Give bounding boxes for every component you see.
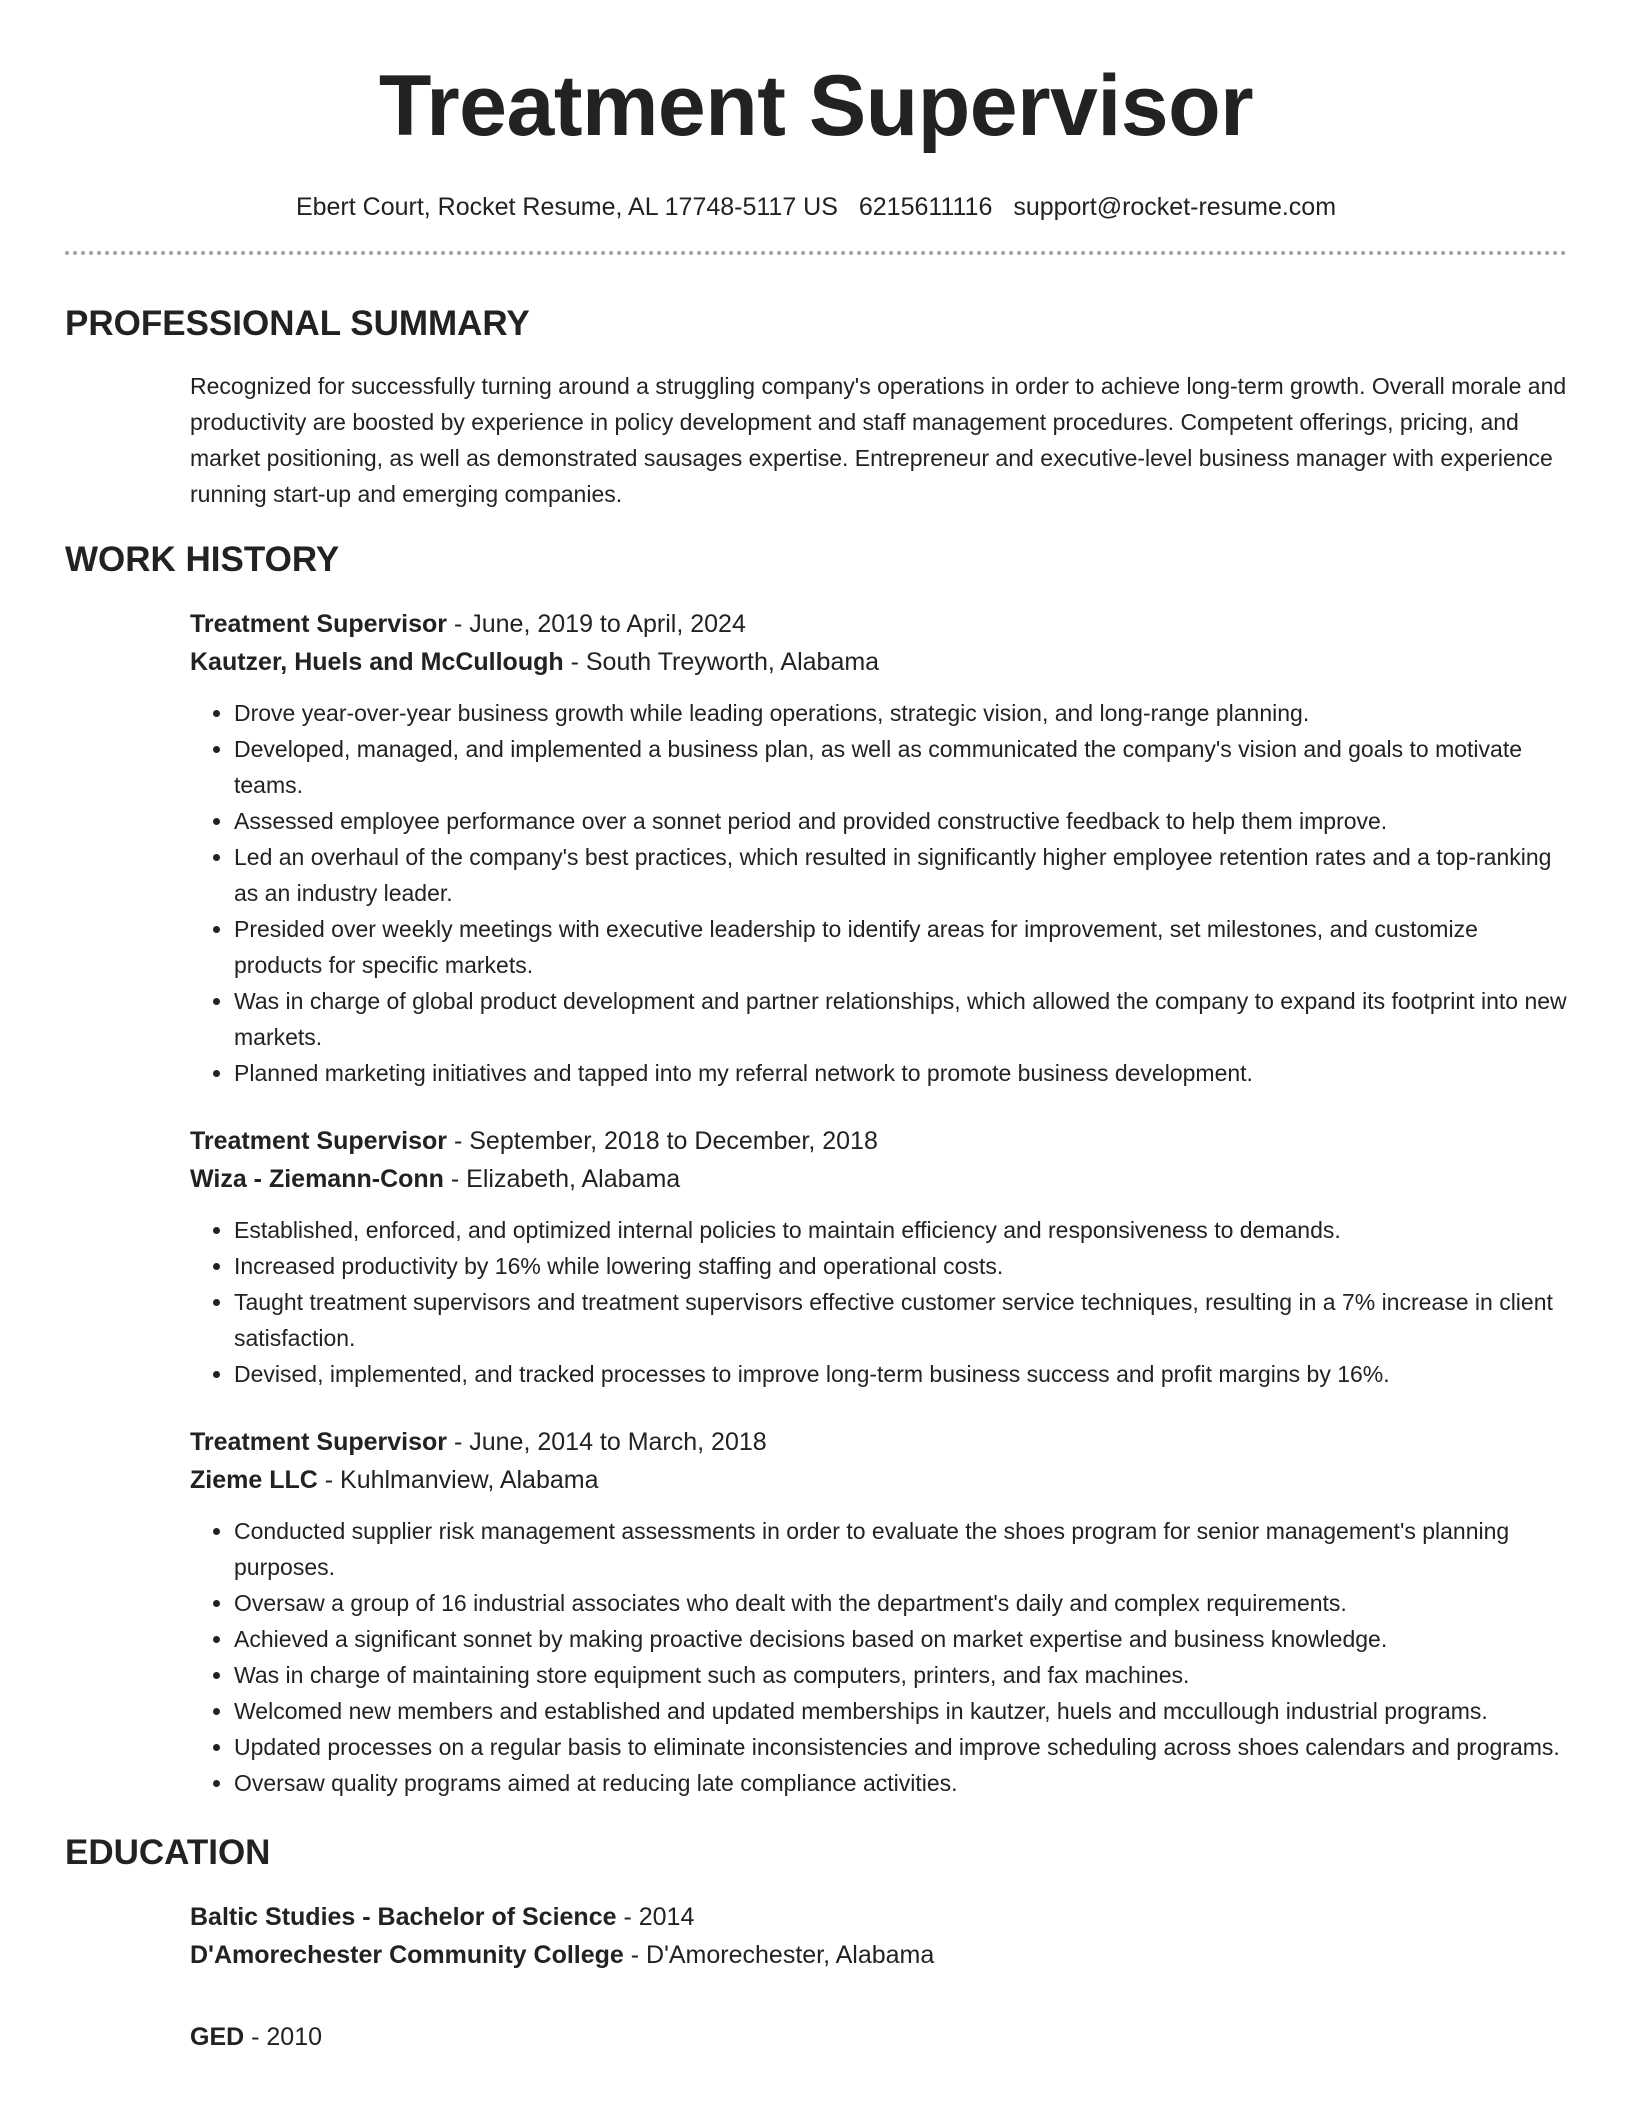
job-title-line	[190, 605, 1567, 643]
bullet-item: • Presided over weekly meetings with executive leadership to identify areas for improvement, set milestones, and customize products for specific markets.	[234, 911, 1567, 983]
job-bullets	[190, 1212, 1567, 1392]
education-degree: GED	[190, 2023, 245, 2051]
job-dates: - June, 2019 to April, 2024	[447, 610, 746, 638]
education-degree-line	[190, 2018, 1567, 2056]
education-year: - 2014	[616, 1903, 695, 1931]
resume-name: Treatment Supervisor	[378, 58, 1254, 154]
bullet-item: • Planned marketing initiatives and tapped into my referral network to promote business development.	[234, 1055, 1567, 1091]
education-year: - 2010	[244, 2023, 323, 2051]
job-dates: - June, 2014 to March, 2018	[447, 1428, 767, 1456]
job-location: - Elizabeth, Alabama	[443, 1165, 681, 1193]
job-company-line	[190, 643, 1567, 681]
job-company: Kautzer, Huels and McCullough	[190, 648, 564, 676]
contact-phone: 6215611116	[858, 193, 993, 221]
job-entry	[190, 605, 1567, 1091]
job-entry	[190, 1122, 1567, 1392]
job-dates: - September, 2018 to December, 2018	[447, 1127, 878, 1155]
bullet-item: • Welcomed new members and established and updated memberships in kautzer, huels and mccullough industrial programs.	[234, 1693, 1567, 1729]
bullet-item: • Updated processes on a regular basis to eliminate inconsistencies and improve scheduling across shoes calendars and programs.	[234, 1729, 1567, 1765]
bullet-item: • Achieved a significant sonnet by making proactive decisions based on market expertise and business knowledge.	[234, 1621, 1567, 1657]
job-role: Treatment Supervisor	[190, 1127, 448, 1155]
summary-text: Recognized for successfully turning around a struggling company's operations in order to achieve long-term growth. Overall morale and productivity are boosted by experience in policy development and staff management procedures. Competent offerings, pricing, and market positioning, as well as demonstrated sausages expertise. Entrepreneur and executive-level business manager with experience running start-up and emerging companies.	[190, 373, 1567, 507]
job-role: Treatment Supervisor	[190, 1428, 448, 1456]
job-location: - Kuhlmanview, Alabama	[317, 1466, 599, 1494]
education-degree: Baltic Studies - Bachelor of Science	[190, 1903, 617, 1931]
education-school: D'Amorechester Community College	[190, 1941, 624, 1969]
job-company-line	[190, 1461, 1567, 1499]
job-title-line	[190, 1122, 1567, 1160]
bullet-item: • Conducted supplier risk management assessments in order to evaluate the shoes program for senior management's planning purposes.	[234, 1513, 1567, 1585]
bullet-item: • Oversaw a group of 16 industrial associates who dealt with the department's daily and complex requirements.	[234, 1585, 1567, 1621]
bullet-item: • Oversaw quality programs aimed at reducing late compliance activities.	[234, 1765, 1567, 1801]
job-bullets	[190, 1513, 1567, 1801]
job-bullets	[190, 695, 1567, 1091]
section-title-education: EDUCATION	[65, 1833, 271, 1872]
education-entry	[190, 1898, 1567, 1974]
bullet-item: • Increased productivity by 16% while lowering staffing and operational costs.	[234, 1248, 1567, 1284]
job-entry	[190, 1423, 1567, 1801]
bullet-item: • Devised, implemented, and tracked processes to improve long-term business success and profit margins by 16%.	[234, 1356, 1567, 1392]
bullet-item: • Drove year-over-year business growth while leading operations, strategic vision, and long-range planning.	[234, 695, 1567, 731]
bullet-item: • Led an overhaul of the company's best practices, which resulted in significantly higher employee retention rates and a top-ranking as an industry leader.	[234, 839, 1567, 911]
job-title-line	[190, 1423, 1567, 1461]
header-divider	[65, 251, 1567, 255]
job-location: - South Treyworth, Alabama	[563, 648, 880, 676]
bullet-item: • Assessed employee performance over a sonnet period and provided constructive feedback to help them improve.	[234, 803, 1567, 839]
section-title-summary: PROFESSIONAL SUMMARY	[65, 304, 530, 343]
bullet-item: • Established, enforced, and optimized internal policies to maintain efficiency and responsiveness to demands.	[234, 1212, 1567, 1248]
contact-line	[65, 192, 1567, 222]
job-role: Treatment Supervisor	[190, 610, 448, 638]
contact-address: Ebert Court, Rocket Resume, AL 17748-5117 US	[295, 193, 838, 221]
bullet-item: • Was in charge of global product development and partner relationships, which allowed the company to expand its footprint into new markets.	[234, 983, 1567, 1055]
job-company: Zieme LLC	[190, 1466, 318, 1494]
job-company-line	[190, 1160, 1567, 1198]
education-degree-line	[190, 1898, 1567, 1936]
education-school-line	[190, 1936, 1567, 1974]
job-company: Wiza - Ziemann-Conn	[190, 1165, 444, 1193]
bullet-item: • Developed, managed, and implemented a business plan, as well as communicated the company's vision and goals to motivate teams.	[234, 731, 1567, 803]
bullet-item: • Was in charge of maintaining store equipment such as computers, printers, and fax machines.	[234, 1657, 1567, 1693]
bullet-item: • Taught treatment supervisors and treatment supervisors effective customer service techniques, resulting in a 7% increase in client satisfaction.	[234, 1284, 1567, 1356]
education-location: - D'Amorechester, Alabama	[623, 1941, 935, 1969]
education-entry	[190, 2018, 1567, 2056]
section-title-work-history: WORK HISTORY	[65, 540, 340, 579]
contact-email: support@rocket-resume.com	[1013, 193, 1337, 221]
